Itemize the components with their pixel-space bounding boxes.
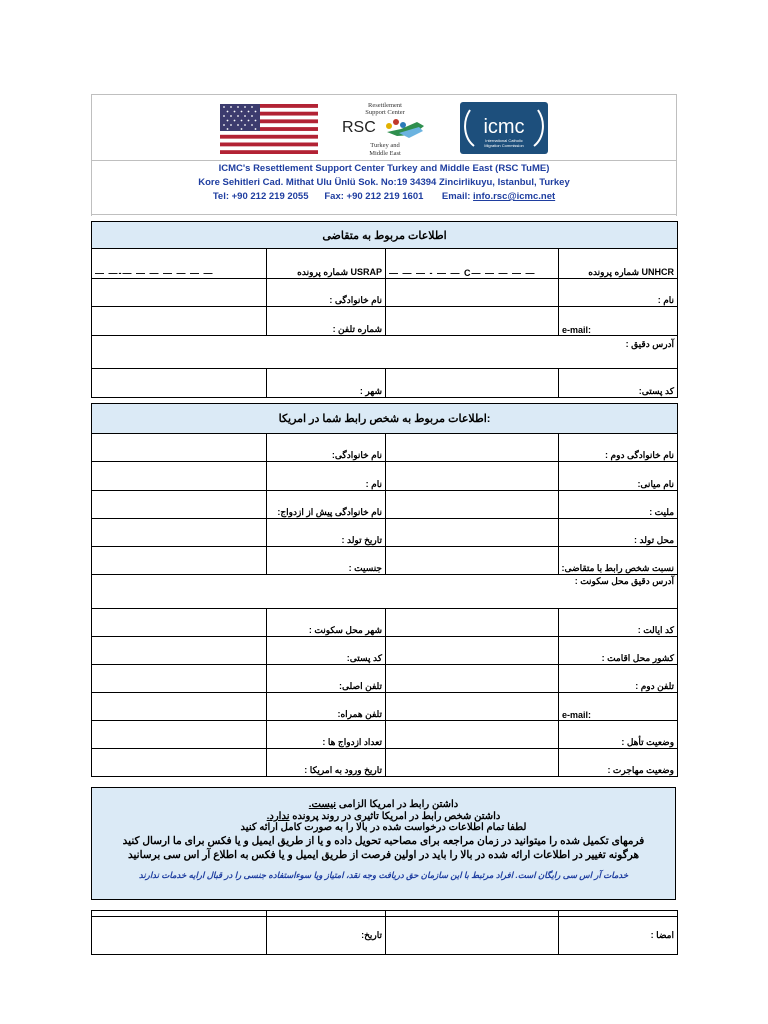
- contact-middle-name-label: نام میانی:: [559, 462, 678, 491]
- notice-line-3: لطفا تمام اطلاعات درخواست شده در بالا را به صورت کامل ارائه کنید: [240, 822, 527, 833]
- org-address-block: [91, 162, 677, 204]
- postal-code-label: کد پستی:: [559, 369, 678, 398]
- family-name-field[interactable]: [92, 279, 267, 307]
- contact-birth-date-field[interactable]: [92, 519, 267, 547]
- org-contacts: [91, 190, 677, 204]
- us-flag-logo: [220, 104, 318, 154]
- contact-mobile-field[interactable]: [92, 693, 267, 721]
- logo-row: [91, 94, 677, 160]
- us-contact-section-title: اطلاعات مربوط به شخص رابط شما در امریکا:: [92, 404, 678, 434]
- contact-gender-field[interactable]: [92, 547, 267, 575]
- contact-us-entry-date-label: تاریخ ورود به امریکا :: [267, 749, 386, 777]
- name-field[interactable]: [386, 279, 559, 307]
- contact-residence-country-label: کشور محل اقامت :: [559, 637, 678, 665]
- contact-second-family-name-field[interactable]: [386, 434, 559, 462]
- contact-main-phone-label: تلفن اصلی:: [267, 665, 386, 693]
- date-field[interactable]: [92, 917, 267, 955]
- signature-field[interactable]: [386, 917, 559, 955]
- contact-family-name-field[interactable]: [92, 434, 267, 462]
- family-name-label: نام خانوادگی :: [267, 279, 386, 307]
- postal-code-field[interactable]: [386, 369, 559, 398]
- notice-line-1-emphasis: نیست.: [308, 799, 337, 810]
- notice-line-5: هرگونه تغییر در اطلاعات ارائه شده در بالا را باید در اولین فرصت از طریق ایمیل و یا فکس به اطلاع آر اس سی برسانید: [127, 849, 640, 861]
- contact-marriages-count-field[interactable]: [92, 721, 267, 749]
- svg-text:Migration Commission: Migration Commission: [484, 143, 524, 148]
- address-field[interactable]: آدرس دقیق :: [92, 336, 678, 369]
- date-label: تاریخ:: [267, 917, 386, 955]
- contact-name-label: نام :: [267, 462, 386, 491]
- contact-residence-city-field[interactable]: [92, 609, 267, 637]
- org-address: Kore Sehitleri Cad. Mithat Ulu Ünlü Sok. No:19 34394 Zincirlikuyu, Istanbul, Turkey: [198, 177, 570, 188]
- contact-birth-place-label: محل تولد :: [559, 519, 678, 547]
- email-field[interactable]: [386, 307, 559, 336]
- signature-label: امضا :: [559, 917, 678, 955]
- applicant-info-table: [91, 221, 678, 398]
- contact-relationship-label: نسبت شخص رابط با متقاضی:: [559, 547, 678, 575]
- contact-maiden-name-field[interactable]: [92, 491, 267, 519]
- org-fax: Fax: +90 212 219 1601: [324, 191, 424, 202]
- contact-email-label: e-mail:: [559, 693, 678, 721]
- contact-family-name-label: نام خانوادگی:: [267, 434, 386, 462]
- contact-state-code-field[interactable]: [386, 609, 559, 637]
- notice-line-2-emphasis: ندارد.: [266, 811, 290, 822]
- city-label: شهر :: [267, 369, 386, 398]
- notice-line-1-text: داشتن رابط در امریکا الزامی: [338, 799, 459, 810]
- contact-residence-address-field[interactable]: آدرس دقیق محل سکونت :: [92, 575, 678, 609]
- contact-residence-city-label: شهر محل سکونت :: [267, 609, 386, 637]
- contact-us-entry-date-field[interactable]: [92, 749, 267, 777]
- contact-migration-status-label: وضعیت مهاجرت :: [559, 749, 678, 777]
- contact-maiden-name-label: نام خانوادگی پیش از ازدواج:: [267, 491, 386, 519]
- notice-box: [91, 787, 676, 900]
- svg-text:RSC: RSC: [342, 119, 376, 136]
- notice-line-2: [92, 811, 675, 822]
- city-field[interactable]: [92, 369, 267, 398]
- contact-email-field[interactable]: [386, 693, 559, 721]
- notice-line-1: [92, 788, 675, 811]
- svg-text:icmc: icmc: [483, 116, 525, 138]
- contact-main-phone-field[interactable]: [92, 665, 267, 693]
- contact-residence-country-field[interactable]: [386, 637, 559, 665]
- us-contact-table: [91, 403, 678, 777]
- contact-name-field[interactable]: [92, 462, 267, 491]
- contact-migration-status-field[interactable]: [386, 749, 559, 777]
- contact-birth-date-label: تاریخ تولد :: [267, 519, 386, 547]
- contact-second-family-name-label: نام خانوادگی دوم :: [559, 434, 678, 462]
- unhcr-case-number-field[interactable]: — — — - — — C— — — — —: [386, 249, 559, 279]
- contact-birth-place-field[interactable]: [386, 519, 559, 547]
- contact-state-code-label: کد ایالت :: [559, 609, 678, 637]
- usrap-case-number-field[interactable]: — —-— — — — — — —: [92, 249, 267, 279]
- contact-postal-code-label: کد پستی:: [267, 637, 386, 665]
- svg-text:Turkey and: Turkey and: [370, 142, 400, 149]
- unhcr-case-number-label: شماره پرونده UNHCR: [559, 249, 678, 279]
- svg-text:International Catholic: International Catholic: [485, 138, 523, 143]
- name-label: نام :: [559, 279, 678, 307]
- contact-second-phone-label: تلفن دوم :: [559, 665, 678, 693]
- svg-text:Middle East: Middle East: [369, 150, 401, 157]
- icmc-logo: [460, 102, 548, 154]
- contact-mobile-label: تلفن همراه:: [267, 693, 386, 721]
- contact-gender-label: جنسیت :: [267, 547, 386, 575]
- org-tel: Tel: +90 212 219 2055: [212, 191, 309, 202]
- contact-middle-name-field[interactable]: [386, 462, 559, 491]
- org-email-link[interactable]: info.rsc@icmc.net: [473, 191, 556, 202]
- org-email-label: Email:: [441, 191, 471, 202]
- usrap-case-number-label: شماره پرونده USRAP: [267, 249, 386, 279]
- phone-label: شماره تلفن :: [267, 307, 386, 336]
- notice-line-2-text: داشتن شخص رابط در امریکا تاثیری در روند پرونده: [292, 811, 501, 822]
- signature-table: [91, 910, 678, 955]
- contact-marital-status-label: وضعیت تأهل :: [559, 721, 678, 749]
- applicant-section-title: اطلاعات مربوط به متقاضی: [92, 222, 678, 249]
- email-label: e-mail:: [559, 307, 678, 336]
- org-name: ICMC's Resettlement Support Center Turkey and Middle East (RSC TuME): [218, 163, 550, 174]
- notice-line-4: فرمهای تکمیل شده را میتوانید در زمان مراجعه برای مصاحبه تحویل داده و یا از طریق ایمیل و یا فکس برای ما ارسال کنید: [122, 835, 645, 847]
- svg-text:Resettlement: Resettlement: [368, 102, 402, 109]
- contact-second-phone-field[interactable]: [386, 665, 559, 693]
- contact-nationality-field[interactable]: [386, 491, 559, 519]
- svg-text:Support Center: Support Center: [365, 109, 405, 116]
- contact-postal-code-field[interactable]: [92, 637, 267, 665]
- contact-nationality-label: ملیت :: [559, 491, 678, 519]
- contact-marital-status-field[interactable]: [386, 721, 559, 749]
- phone-field[interactable]: [92, 307, 267, 336]
- rsc-logo: [339, 100, 431, 158]
- notice-line-6: خدمات آر اس سی رایگان است. افراد مرتبط با این سازمان حق دریافت وجه نقد، امتیاز ویا سوءاستفاده جنسی را در قبال ارایه خدمات ندارند: [138, 870, 629, 880]
- contact-marriages-count-label: تعداد ازدواج ها :: [267, 721, 386, 749]
- contact-relationship-field[interactable]: [386, 547, 559, 575]
